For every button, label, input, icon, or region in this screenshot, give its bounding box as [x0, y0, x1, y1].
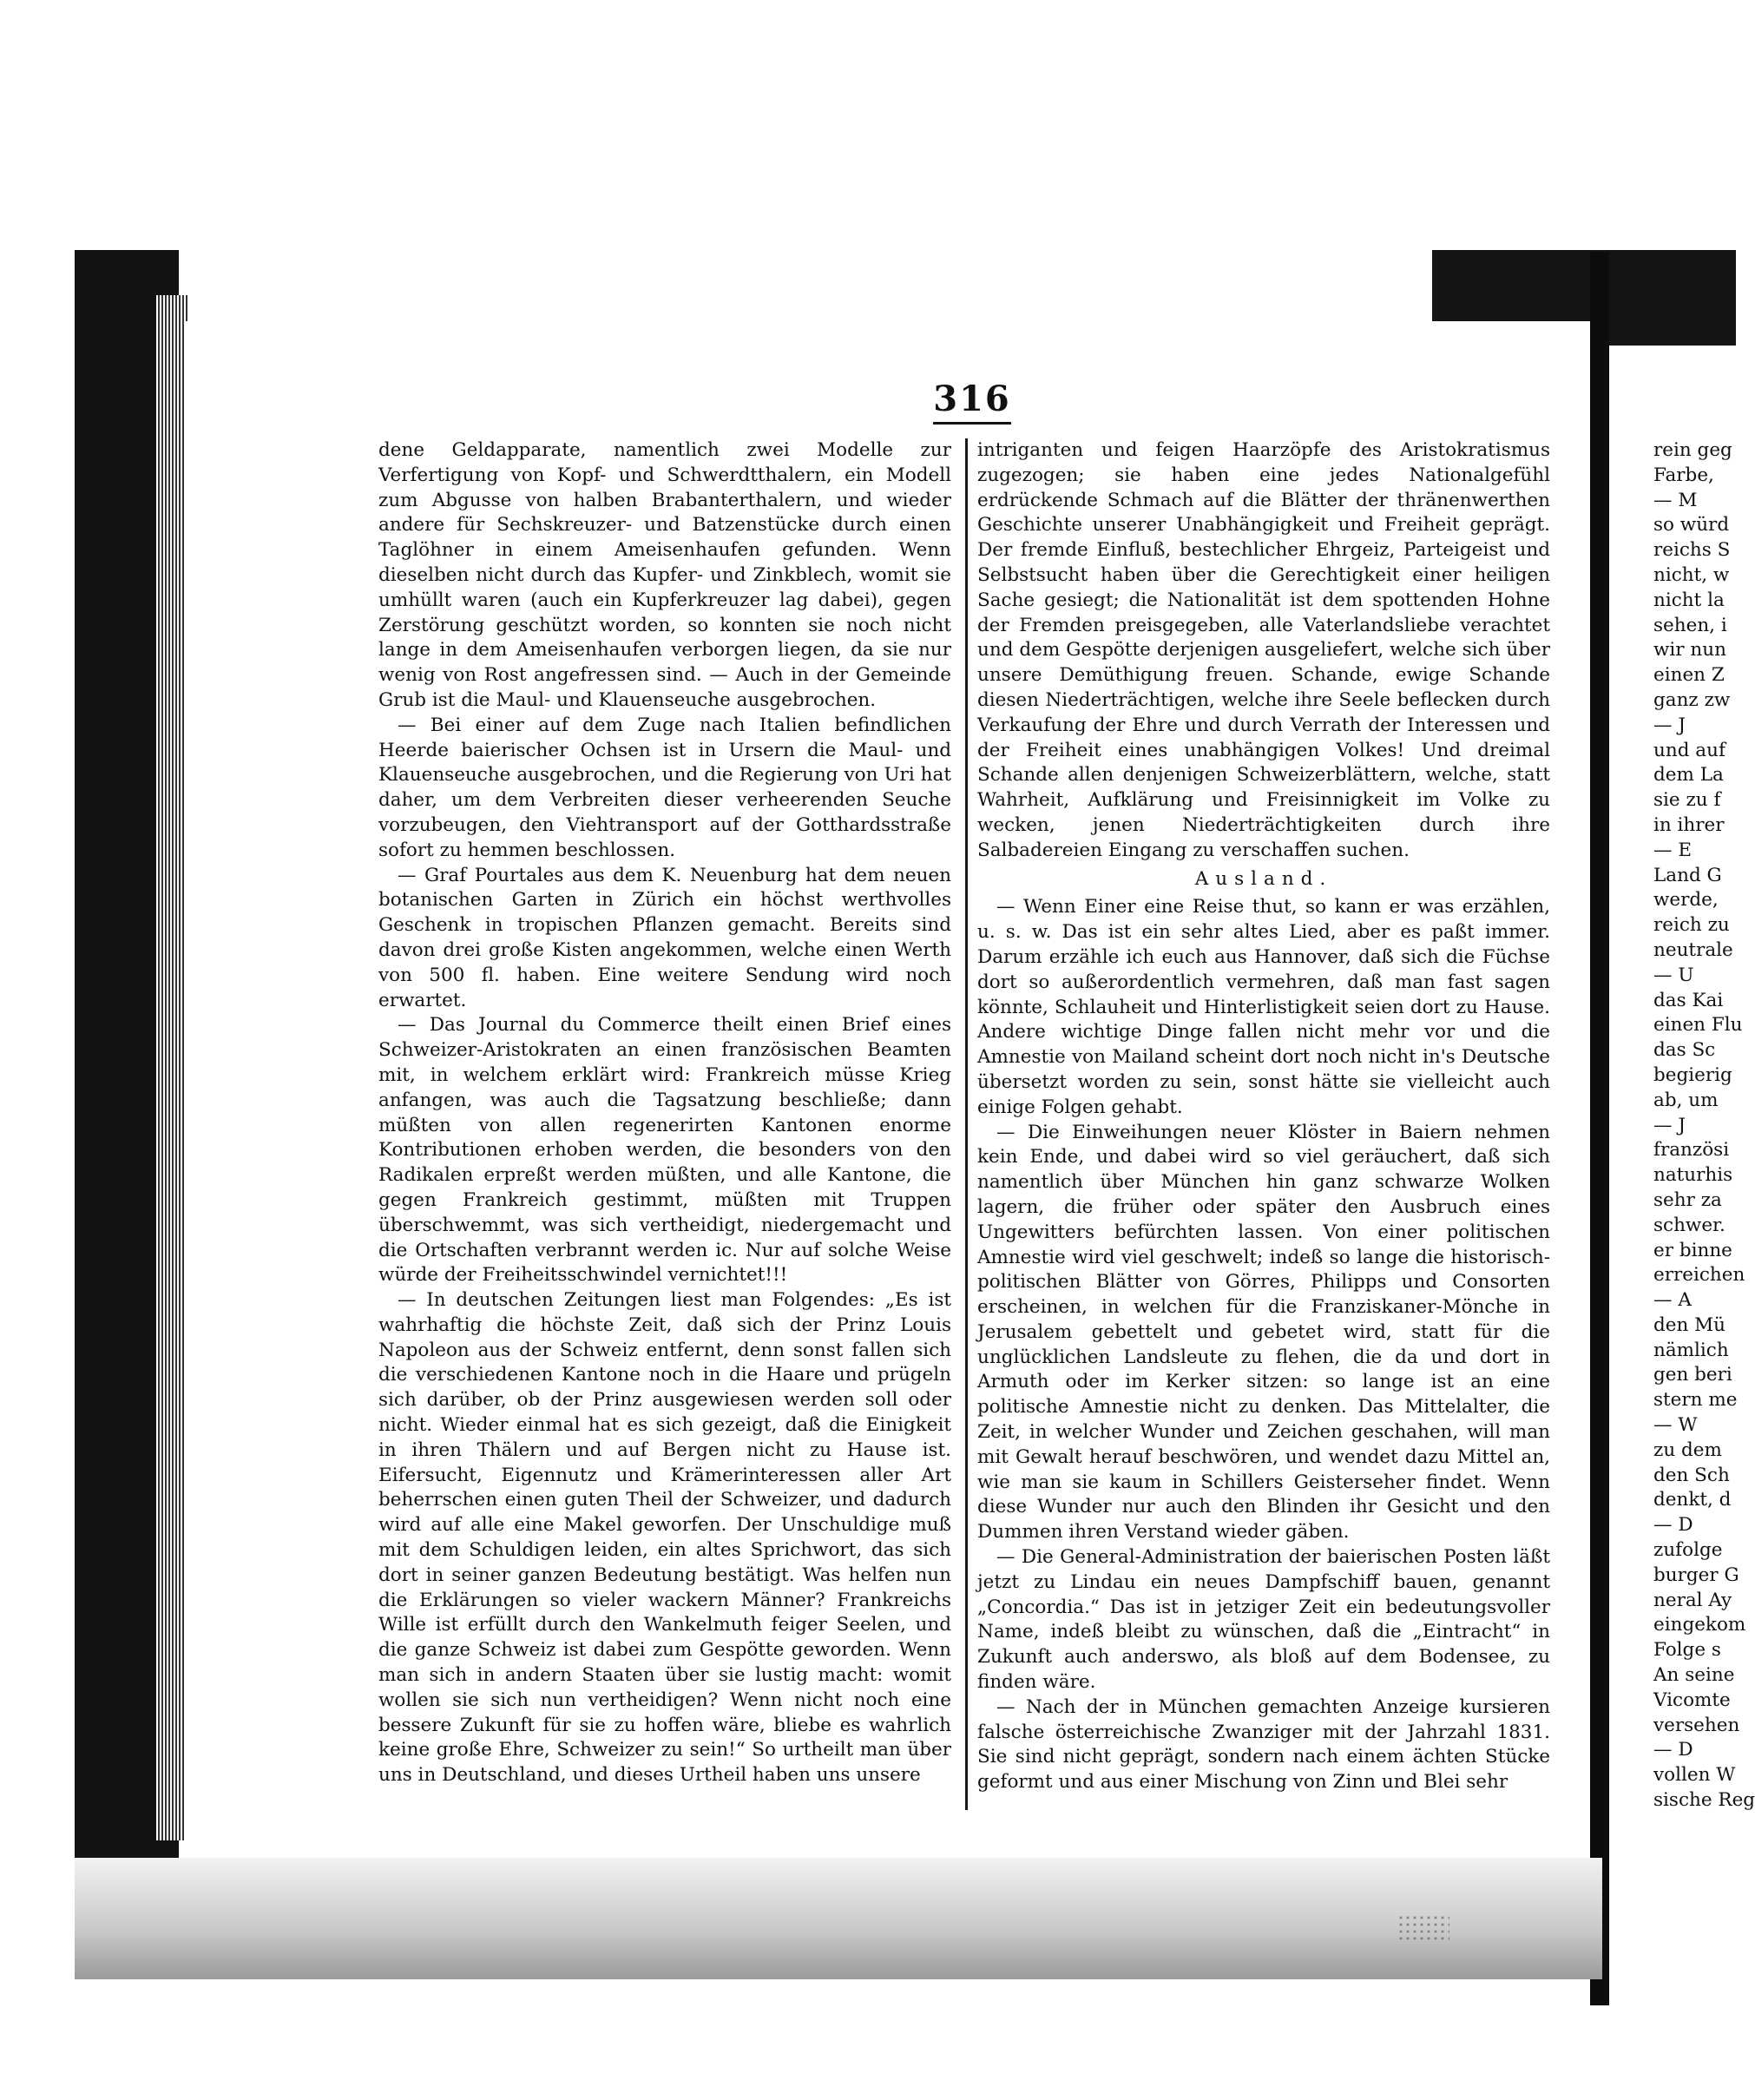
paragraph: — Wenn Einer eine Reise thut, so kann er was erzählen, u. s. w. Das ist ein sehr altes Lied, aber es paßt immer. Darum erzähle ich euch aus Hannover, daß sich die Füchse dort so außerordentlich vermehren, daß man fast sagen könnte, Schlauheit und Hinterlistigkeit seien dort zu Hause. Andere wichtige Dinge fallen nicht mehr vor und die Amnestie von Mailand scheint dort noch nicht in's Deutsche übersetzt worden zu sein, sonst hätte sie vielleicht auch einige Folgen gehabt. — [977, 896, 1550, 1118]
next-page-line: zu dem — [1653, 1438, 1722, 1461]
next-page-line: — D — [1653, 1514, 1693, 1537]
next-page-line: — A — [1653, 1289, 1692, 1312]
next-page-line: französi — [1653, 1139, 1730, 1162]
paragraph: — Nach der in München gemachten Anzeige kursieren falsche österreichische Zwanziger mit der Jahrzahl 1831. Sie sind nicht geprägt, sondern nach einem ächten Stücke geformt und aus einer Mischung von Zinn und Blei sehr — [977, 1695, 1550, 1794]
next-page-line: — D — [1653, 1739, 1693, 1761]
page-number-rule — [933, 422, 1011, 425]
page-edges — [156, 295, 187, 1840]
paragraph: intriganten und feigen Haarzöpfe des Aristokratismus zugezogen; sie haben eine jedes Nationalgefühl erdrückende Schmach auf die Blätter der thränenwerthen Geschichte unserer Unabhängigkeit und Freiheit geprägt. Der fremde Einfluß, bestechlicher Ehrgeiz, Parteigeist und Selbstsucht haben über die Gerechtigkeit einer heiligen Sache gesiegt; die Nationalität ist dem spottenden Hohne der Fremden preisgegeben, alle Vaterlandsliebe verachtet und dem Gespötte derjenigen ausgeliefert, welche sich über unsere Demüthigung freuen. Schande, ewige Schande diesen Niederträchtigen, welche ihre Seele beflecken durch Verkaufung der Ehre und durch Verrath der Interessen und der Freiheit eines unabhängigen Volkes! Und dreimal Schande allen denjenigen Schweizerblättern, welche, statt Wahrheit, Aufklärung und Freisinnigkeit im Volke zu wecken, jenen Niederträchtigkeiten durch ihre Salbadereien Eingang zu verschaffen suchen. — [977, 439, 1550, 861]
next-page-line: er binne — [1653, 1239, 1732, 1261]
next-page-line: ab, um — [1653, 1089, 1719, 1111]
next-page-line: und auf — [1653, 739, 1725, 761]
paragraph: — In deutschen Zeitungen liest man Folgendes: „Es ist wahrhaftig die höchste Zeit, daß sich der Prinz Louis Napoleon aus der Schweiz entfernt, denn sonst fallen sich die verschiedenen Kantone noch in die Haare und prügeln sich darüber, ob der Prinz ausgewiesen werden soll oder nicht. Wieder einmal hat es sich gezeigt, daß die Einigkeit in ihren Thälern und auf Bergen nicht zu Hause ist. Eifersucht, Eigennutz und Krämerinteressen aller Art beherrschen einen guten Theil der Schweizer, und dadurch wird auf alle eine Makel geworfen. Der Unschuldige muß mit dem Schuldigen leiden, ein altes Sprichwort, das sich dort in seiner ganzen Bedeutung bestätigt. Was helfen nun die Erklärungen so vieler wackern Männer? Frankreichs Wille ist erfüllt durch den Wankelmuth feiger Seelen, und die ganze Schweiz ist dabei zum Gespötte geworden. Wenn man sich in andern Staaten über sie lustig macht: womit wollen sie sich nun vertheidigen? Wenn nicht noch eine bessere Zukunft für sie zu hoffen wäre, bliebe es wahrlich keine große Ehre, Schweizer zu sein!“ So urtheilt man über uns in Deutschland, und dieses Urtheil haben uns unsere — [378, 1289, 951, 1787]
next-page-line: reichs S — [1653, 539, 1731, 562]
next-page-line: — M — [1653, 489, 1698, 511]
next-page-line: in ihrer — [1653, 813, 1725, 836]
next-page-line: eingekom — [1653, 1614, 1746, 1636]
next-page-line: nicht la — [1653, 589, 1725, 611]
left-column — [378, 438, 951, 1788]
next-page-line: ganz zw — [1653, 688, 1731, 711]
next-page-line: — W — [1653, 1414, 1698, 1437]
next-page-line: naturhis — [1653, 1164, 1733, 1187]
next-page-line: stern me — [1653, 1389, 1738, 1412]
paragraph: — Das Journal du Commerce theilt einen Brief eines Schweizer-Aristokraten an einen französischen Beamten mit, in welchem erklärt wird: Frankreich müsse Krieg anfangen, was auch die Tagsatzung beschließe; dann müßten von allen regenerirten Kantonen enorme Kontributionen erhoben werden, die besonders von den Radikalen erpreßt werden müßten, und alle Kantone, die gegen Frankreich gestimmt, müßten mit Truppen überschwemmt, was sich vertheidigt, niedergemacht und die Ortschaften verbrannt werden ic. Nur auf solche Weise würde der Freiheitsschwindel vernichtet!!! — [378, 1014, 951, 1287]
next-page-line: burger G — [1653, 1563, 1739, 1586]
next-page-line: gen beri — [1653, 1364, 1732, 1386]
page-number: 316 — [933, 379, 1011, 419]
next-page-line: — E — [1653, 839, 1693, 861]
column-divider — [965, 438, 968, 1810]
next-page-line: den Sch — [1653, 1464, 1730, 1486]
next-page-line: sehen, i — [1653, 614, 1727, 636]
next-page-line: dem La — [1653, 764, 1724, 787]
next-page-line: Land G — [1653, 864, 1722, 886]
next-page-line: sie zu f — [1653, 789, 1721, 812]
next-page-line: sehr za — [1653, 1188, 1722, 1211]
next-page-line: so würd — [1653, 514, 1730, 537]
next-page-line: den Mü — [1653, 1313, 1726, 1336]
paragraph: — Die Einweihungen neuer Klöster in Baiern nehmen kein Ende, und dabei wird so viel geräuchert, daß sich namentlich über München hin ganz schwarze Wolken lagern, die früher oder später den Ausbruch eines Ungewitters befürchten lassen. Von einer politischen Amnestie wird viel geschwelt; indeß so lange die historisch-politischen Blätter von Görres, Philipps und Consorten erscheinen, in welchen für die Franziskaner-Mönche in Jerusalem gebettelt und gebetet wird, statt für die unglücklichen Landsleute zu flehen, die da und dort in Armuth oder im Kerker sitzen: so lange ist an eine politische Amnestie nicht zu denken. Das Mittelalter, die Zeit, in welcher Wunder und Zeichen geschahen, will man mit Gewalt herauf beschwören, und wendet dazu Mittel an, wie man sie kaum in Schillers Geisterseher findet. Wenn diese Wunder nur auch den Blinden ihr Gesicht und den Dummen ihren Verstand wieder gäben. — [977, 1121, 1550, 1544]
next-page-line: Folge s — [1653, 1639, 1721, 1662]
right-column — [977, 438, 1550, 1795]
next-page-line: wir nun — [1653, 639, 1726, 662]
next-page-line: sische Reg — [1653, 1789, 1755, 1812]
next-page-line: denkt, d — [1653, 1489, 1732, 1511]
next-page-line: — J — [1653, 1114, 1686, 1136]
next-page-line: An seine — [1653, 1664, 1735, 1687]
next-page-line: — J — [1653, 714, 1686, 736]
next-page-line: schwer. — [1653, 1214, 1725, 1236]
scan-speck — [1397, 1914, 1449, 1940]
next-page-line: einen Z — [1653, 664, 1725, 687]
next-page-line: reich zu — [1653, 914, 1730, 937]
next-page-line: versehen — [1653, 1714, 1740, 1736]
paragraph: — Die General-Administration der baierischen Posten läßt jetzt zu Lindau ein neues Dampfschiff bauen, genannt „Concordia.“ Das ist in jetziger Zeit ein bedeutungsvoller Name, indeß bleibt zu wünschen, daß die „Eintracht“ in Zukunft auch anderswo, als bloß auf dem Bodensee, zu finden wäre. — [977, 1546, 1550, 1694]
next-page-line: das Kai — [1653, 989, 1724, 1011]
next-page-line: werde, — [1653, 889, 1719, 912]
next-page-line: Farbe, — [1653, 464, 1714, 486]
paragraph: — Graf Pourtales aus dem K. Neuenburg hat dem neuen botanischen Garten in Zürich ein höchst werthvolles Geschenk in tropischen Pflanzen gemacht. Bereits sind davon drei große Kisten angekommen, welche einen Werth von 500 fl. haben. Eine weitere Sendung wird noch erwartet. — [378, 864, 951, 1011]
next-page-line: einen Flu — [1653, 1014, 1743, 1037]
page-gutter-shadow — [1590, 252, 1609, 2005]
next-page-line: vollen W — [1653, 1764, 1736, 1787]
next-page-line: zufolge — [1653, 1539, 1723, 1562]
paragraph: dene Geldapparate, namentlich zwei Modelle zur Verfertigung von Kopf- und Schwerdtthalern, ein Modell zum Abgusse von halben Brabanterthalern, und wieder andere für Sechskreuzer- und Batzenstücke durch einen Taglöhner in einem Ameisenhaufen gefunden. Wenn dieselben nicht durch das Kupfer- und Zinkblech, womit sie umhüllt waren (auch ein Kupferkreuzer lag dabei), gegen Zerstörung geschützt worden, so konnten sie noch nicht lange in dem Ameisenhaufen verborgen liegen, da sie nur wenig von Rost angefressen sind. — Auch in der Gemeinde Grub ist die Maul- und Klauenseuche ausgebrochen. — [378, 439, 951, 711]
scan-shadow-bottom — [75, 1858, 1602, 1979]
paragraph: — Bei einer auf dem Zuge nach Italien befindlichen Heerde baierischer Ochsen ist in Ursern die Maul- und Klauenseuche ausgebrochen, und die Regierung von Uri hat daher, um dem Verbreiten dieser verheerenden Seuche vorzubeugen, den Viehtransport auf der Gotthardsstraße sofort zu hemmen beschlossen. — [378, 714, 951, 861]
next-page-line: neutrale — [1653, 938, 1733, 961]
section-heading: Ausland. — [1194, 867, 1333, 890]
next-page-line: — U — [1653, 964, 1694, 986]
next-page-line: erreichen — [1653, 1264, 1745, 1287]
next-page-line: nicht, w — [1653, 563, 1730, 586]
next-page-line: Vicomte — [1653, 1689, 1731, 1711]
next-page-line: neral Ay — [1653, 1589, 1732, 1611]
next-page-line: begierig — [1653, 1063, 1732, 1086]
next-page-line: nämlich — [1653, 1339, 1729, 1361]
next-page-fragments — [1653, 438, 1755, 1814]
next-page-line: das Sc — [1653, 1039, 1716, 1062]
next-page-line: rein geg — [1653, 439, 1732, 461]
